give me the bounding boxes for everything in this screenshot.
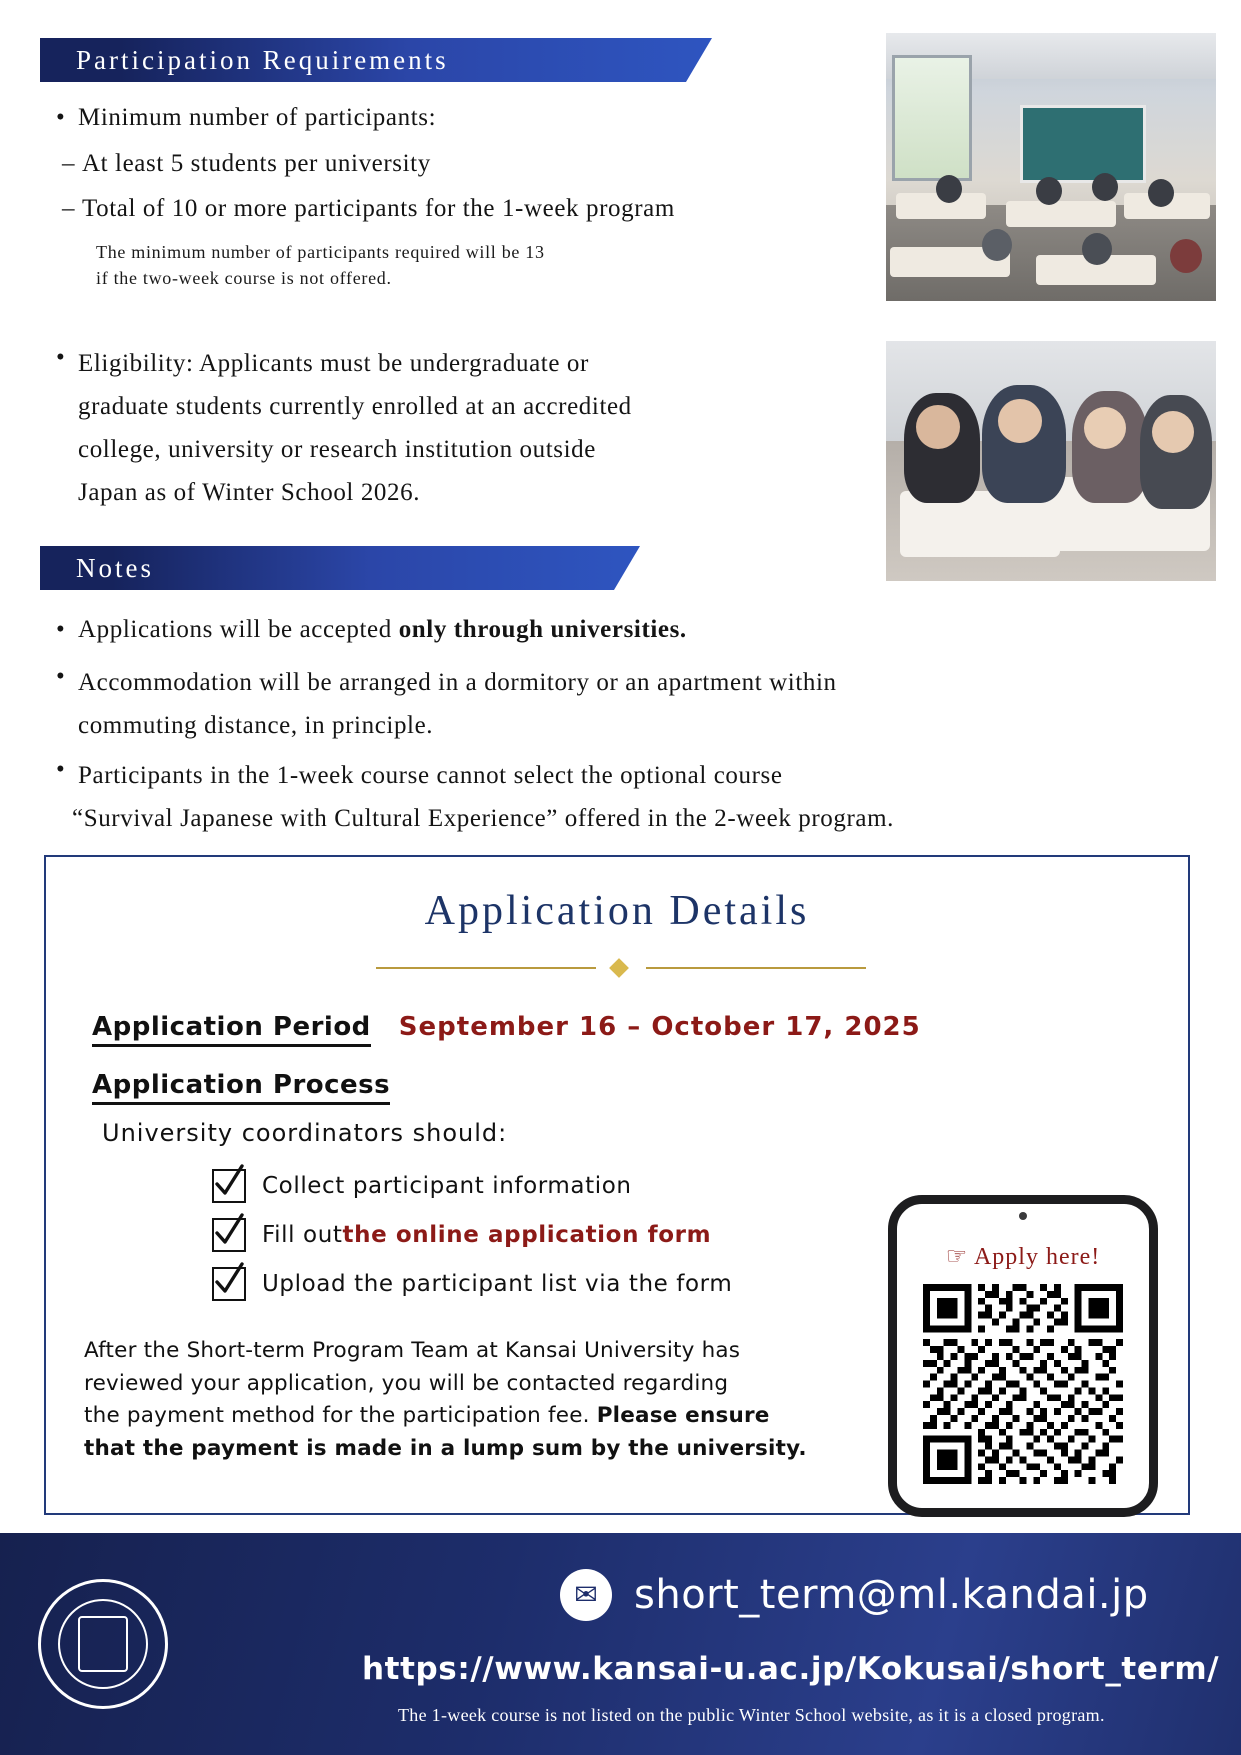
footer-note: The 1-week course is not listed on the public Winter School website, as it is a closed program. bbox=[398, 1705, 1105, 1725]
eligibility-block bbox=[56, 342, 846, 514]
face-shape bbox=[1084, 407, 1126, 449]
title-divider bbox=[376, 961, 866, 975]
payment-line-2: reviewed your application, you will be contacted regarding bbox=[84, 1370, 729, 1396]
participation-bullet-1-text: Minimum number of participants: bbox=[78, 104, 437, 131]
seal-inner-ring bbox=[58, 1599, 148, 1689]
person-silhouette bbox=[1082, 233, 1112, 265]
participation-heading: Participation Requirements bbox=[76, 44, 449, 75]
application-period-label: Application Period bbox=[92, 1012, 371, 1047]
note-item-3-line-2: “Survival Japanese with Cultural Experience” offered in the 2-week program. bbox=[72, 805, 895, 832]
payment-line-4-bold: that the payment is made in a lump sum by the university. bbox=[84, 1436, 807, 1462]
bullet-marker: • bbox=[56, 616, 66, 643]
participation-bullet-2 bbox=[62, 148, 862, 180]
email-row[interactable] bbox=[560, 1569, 1149, 1621]
checkbox-checked-icon[interactable] bbox=[212, 1218, 246, 1252]
envelope-icon: ✉ bbox=[560, 1569, 612, 1621]
bullet-marker: • bbox=[56, 104, 66, 131]
participation-bullet-3 bbox=[62, 193, 902, 225]
footer-bar bbox=[0, 1533, 1241, 1755]
coordinator-instruction: University coordinators should: bbox=[102, 1119, 508, 1147]
bullet-marker: • bbox=[56, 663, 66, 690]
application-period-row bbox=[92, 1012, 921, 1047]
apply-here-label bbox=[897, 1242, 1149, 1271]
checklist-item-2 bbox=[212, 1218, 711, 1252]
face-shape bbox=[916, 405, 960, 449]
payment-line-1: After the Short-term Program Team at Kansai University has bbox=[84, 1338, 741, 1363]
divider-diamond-icon bbox=[609, 958, 629, 978]
apply-here-text: Apply here! bbox=[973, 1244, 1101, 1270]
note-item-3 bbox=[56, 754, 1136, 840]
phone-mockup bbox=[888, 1195, 1158, 1517]
divider-line-left bbox=[376, 967, 596, 969]
eligibility-line-4: Japan as of Winter School 2026. bbox=[78, 479, 421, 506]
payment-line-3-bold: Please ensure bbox=[596, 1403, 770, 1429]
checklist-item-1-text: Collect participant information bbox=[262, 1173, 632, 1199]
note-item-2-line-1: Accommodation will be arranged in a dormitory or an apartment within bbox=[78, 669, 837, 696]
qr-code-icon[interactable] bbox=[923, 1284, 1123, 1484]
pointing-hand-icon: ☞ bbox=[945, 1244, 969, 1270]
dash-marker: – bbox=[62, 195, 76, 222]
university-seal-logo bbox=[38, 1579, 168, 1709]
note-item-2-line-2: commuting distance, in principle. bbox=[78, 712, 434, 739]
participation-bullet-1 bbox=[56, 102, 856, 134]
divider-line-right bbox=[646, 967, 866, 969]
application-process-row bbox=[92, 1070, 390, 1100]
note-item-1-text: Applications will be accepted bbox=[78, 616, 399, 643]
notes-heading: Notes bbox=[76, 552, 154, 583]
note-item-1-bold: only through universities. bbox=[398, 616, 687, 643]
checklist-item-3 bbox=[212, 1267, 732, 1301]
notes-banner bbox=[40, 546, 640, 590]
participation-requirements-banner bbox=[40, 38, 712, 82]
eligibility-line-2: graduate students currently enrolled at an accredited bbox=[78, 393, 632, 420]
note-line-1: The minimum number of participants required will be 13 bbox=[96, 242, 545, 262]
person-silhouette bbox=[982, 229, 1012, 261]
checkbox-checked-icon[interactable] bbox=[212, 1267, 246, 1301]
window-shape bbox=[892, 55, 972, 181]
classroom-photo bbox=[886, 33, 1216, 301]
dash-marker: – bbox=[62, 150, 76, 177]
note-item-2 bbox=[56, 661, 1096, 747]
checklist-item-3-text: Upload the participant list via the form bbox=[262, 1271, 733, 1297]
online-application-form-link[interactable]: the online application form bbox=[342, 1222, 712, 1248]
website-url[interactable]: https://www.kansai-u.ac.jp/Kokusai/short_term/ bbox=[362, 1651, 1220, 1687]
person-silhouette bbox=[1148, 179, 1174, 207]
face-shape bbox=[1152, 411, 1194, 453]
minimum-participants-note bbox=[96, 240, 816, 291]
projector-screen bbox=[1020, 105, 1146, 183]
seal-emblem-icon bbox=[78, 1616, 128, 1672]
checklist-item-1 bbox=[212, 1169, 632, 1203]
person-silhouette bbox=[936, 175, 962, 203]
desk-shape bbox=[1006, 201, 1116, 227]
note-item-1 bbox=[56, 614, 976, 646]
note-item-3-line-1: Participants in the 1-week course cannot select the optional course bbox=[78, 762, 783, 789]
application-details-title: Application Details bbox=[424, 888, 810, 934]
person-silhouette bbox=[1092, 173, 1118, 201]
application-process-label: Application Process bbox=[92, 1070, 390, 1105]
students-group-photo bbox=[886, 341, 1216, 581]
application-period-value: September 16 – October 17, 2025 bbox=[398, 1012, 921, 1042]
eligibility-line-3: college, university or research institution outside bbox=[78, 436, 596, 463]
note-line-2: if the two-week course is not offered. bbox=[96, 267, 392, 288]
chair-shape bbox=[1170, 239, 1202, 273]
bullet-marker: • bbox=[56, 756, 66, 783]
contact-email[interactable]: short_term@ml.kandai.jp bbox=[634, 1572, 1149, 1618]
person-silhouette bbox=[1036, 177, 1062, 205]
payment-paragraph bbox=[84, 1335, 814, 1466]
eligibility-line-1: Eligibility: Applicants must be undergraduate or bbox=[78, 350, 589, 377]
phone-camera-icon bbox=[1019, 1212, 1027, 1220]
face-shape bbox=[998, 399, 1042, 443]
checkbox-checked-icon[interactable] bbox=[212, 1169, 246, 1203]
payment-line-3-plain: the payment method for the participation fee. bbox=[84, 1403, 597, 1429]
participation-bullet-2-text: At least 5 students per university bbox=[82, 150, 431, 177]
checklist-item-2-text: Fill out bbox=[262, 1222, 343, 1248]
participation-bullet-3-text: Total of 10 or more participants for the 1-week program bbox=[82, 195, 675, 222]
bullet-marker: • bbox=[56, 344, 66, 371]
